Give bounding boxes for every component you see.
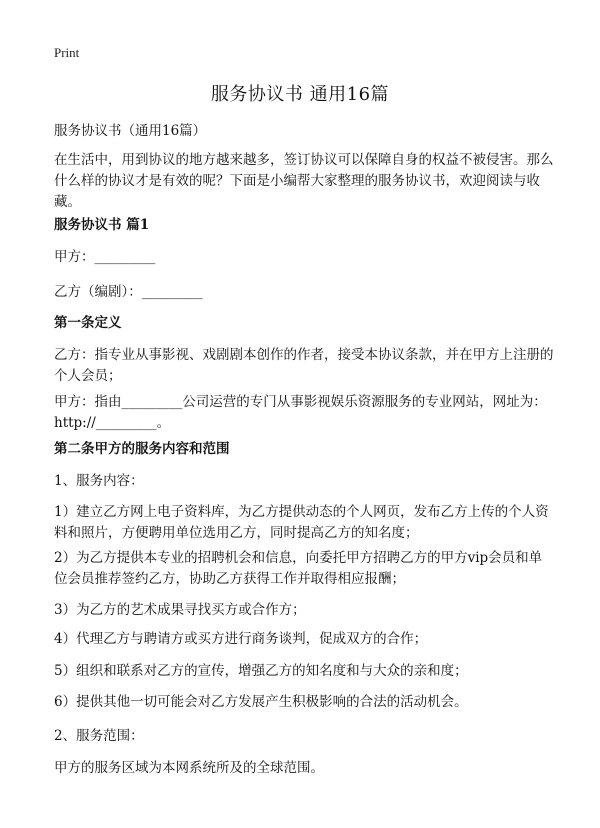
- subtitle: 服务协议书（通用16篇）: [54, 123, 207, 139]
- print-link[interactable]: Print: [54, 45, 80, 60]
- service-item-4: 4）代理乙方与聘请方或买方进行商务谈判，促成双方的合作；: [54, 631, 428, 647]
- page-title: 服务协议书 通用16篇: [210, 84, 390, 105]
- article-2-heading: 第二条甲方的服务内容和范围: [54, 441, 230, 457]
- service-item-3: 3）为乙方的艺术成果寻找买方或合作方；: [54, 602, 306, 618]
- intro-paragraph: 在生活中，用到协议的地方越来越多，签订协议可以保障自身的权益不被侵害。那么什么样的协议才是有效的呢？下面是小编帮大家整理的服务协议书，欢迎阅读与收藏。: [54, 152, 554, 210]
- party-b-line: 乙方（编剧）：_________: [54, 284, 203, 300]
- service-content-label: 1、服务内容：: [54, 473, 144, 489]
- service-item-5: 5）组织和联系对乙方的宣传，增强乙方的知名度和与大众的亲和度；: [54, 663, 468, 679]
- article-1-heading: 第一条定义: [54, 315, 122, 331]
- section-heading: 服务协议书 篇1: [54, 217, 150, 233]
- service-scope-text: 甲方的服务区域为本网系统所及的全球范围。: [54, 760, 324, 776]
- service-item-1: 1）建立乙方网上电子资料库，为乙方提供动态的个人网页，发布乙方上传的个人资料和照片，方便聘用单位选用乙方，同时提高乙方的知名度；: [54, 504, 549, 541]
- service-item-6: 6）提供其他一切可能会对乙方发展产生积极影响的合法的活动机会。: [54, 694, 468, 710]
- definition-party-a: 甲方：指由_________公司运营的专门从事影视娱乐资源服务的专业网站，网址为：http://_________。: [54, 394, 547, 431]
- service-scope-label: 2、服务范围：: [54, 728, 144, 744]
- definition-party-b: 乙方：指专业从事影视、戏剧剧本创作的作者，接受本协议条款，并在甲方上注册的个人会员；: [54, 347, 554, 384]
- party-a-line: 甲方：_________: [54, 249, 156, 265]
- service-item-2: 2）为乙方提供本专业的招聘机会和信息，向委托甲方招聘乙方的甲方vip会员和单位会员推荐签约乙方，协助乙方获得工作并取得相应报酬；: [54, 550, 543, 587]
